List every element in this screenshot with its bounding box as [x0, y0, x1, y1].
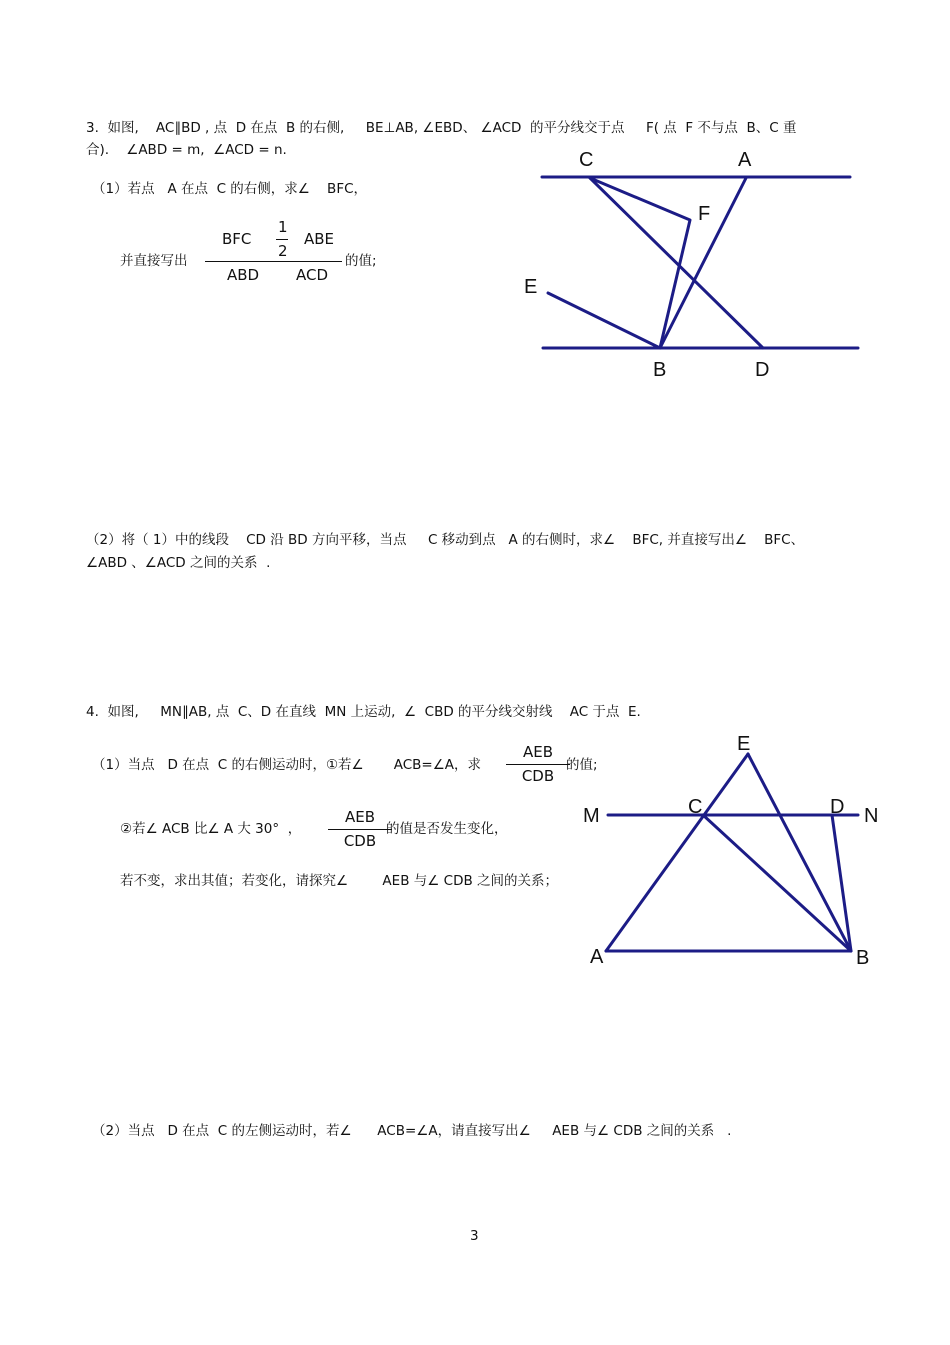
frac-top-left: BFC	[222, 230, 252, 248]
frac2-numerator: AEB	[344, 808, 376, 826]
problem3-question1-prefix: 并直接写出	[120, 253, 188, 269]
problem4-statement: 4. 如图, MN∥AB, 点 C、D 在直线 MN 上运动, ∠ CBD 的平分线交射线 AC 于点 E.	[86, 704, 641, 720]
frac1-denominator: CDB	[521, 767, 555, 785]
problem4-figure	[580, 730, 890, 970]
problem3-statement-line2: 合). ∠ABD = m, ∠ACD = n.	[86, 142, 287, 158]
frac-main-bar	[205, 261, 342, 262]
label-e: E	[737, 733, 751, 755]
problem3-fraction	[205, 218, 342, 286]
label-m: M	[583, 805, 600, 827]
segment-ae	[606, 754, 748, 951]
segment-eb	[748, 754, 851, 951]
problem4-question1-suffix: 的值;	[566, 757, 598, 773]
segment-eb	[548, 293, 660, 348]
frac-half-num: 1	[278, 218, 288, 236]
label-a: A	[738, 149, 752, 171]
problem4-fraction1	[506, 743, 570, 786]
frac2-bar	[328, 829, 392, 830]
problem4-question1c: 若不变，求出其值；若变化，请探究∠ AEB 与∠ CDB 之间的关系；	[120, 873, 559, 889]
page-number: 3	[470, 1228, 479, 1244]
problem3-question1: （1）若点 A 在点 C 的右侧，求∠ BFC，	[92, 181, 368, 197]
segment-cd	[590, 178, 763, 348]
frac-top-right: ABE	[304, 230, 335, 248]
label-d: D	[830, 796, 845, 818]
problem3-question1-suffix: 的值;	[345, 253, 377, 269]
label-a: A	[590, 946, 604, 968]
label-e: E	[524, 276, 538, 298]
label-f: F	[698, 203, 711, 225]
label-b: B	[856, 947, 870, 969]
problem3-question2-line1: （2）将（ 1）中的线段 CD 沿 BD 方向平移，当点 C 移动到点 A 的右侧时，求∠ BFC, 并直接写出∠ BFC、	[86, 532, 805, 548]
label-n: N	[864, 805, 879, 827]
problem4-question1b-suffix: 的值是否发生变化，	[386, 821, 508, 837]
problem4-question2: （2）当点 D 在点 C 的左侧运动时，若∠ ACB=∠A，请直接写出∠ AEB 与∠ CDB 之间的关系 .	[92, 1123, 732, 1139]
label-d: D	[755, 359, 770, 381]
segment-cb	[703, 815, 851, 951]
frac2-denominator: CDB	[343, 832, 377, 850]
label-c: C	[579, 149, 594, 171]
problem4-question1-prefix: （1）当点 D 在点 C 的右侧运动时，①若∠ ACB=∠A，求	[92, 757, 482, 773]
problem4-question1b-prefix: ②若∠ ACB 比∠ A 大 30° ，	[120, 821, 302, 837]
problem4-fraction2	[328, 808, 392, 851]
frac1-numerator: AEB	[522, 743, 554, 761]
problem3-statement-line1: 3. 如图, AC∥BD , 点 D 在点 B 的右侧, BE⊥AB, ∠EBD、 ∠ACD 的平分线交于点 F( 点 F 不与点 B、C 重	[86, 120, 797, 136]
frac-half-den: 2	[278, 242, 288, 260]
frac-bottom-right: ACD	[296, 266, 329, 284]
frac-bottom-left: ABD	[227, 266, 260, 284]
frac1-bar	[506, 764, 570, 765]
label-c: C	[688, 796, 703, 818]
problem3-figure	[515, 145, 865, 385]
frac-half-bar	[276, 239, 288, 240]
problem3-question2-line2: ∠ABD 、∠ACD 之间的关系 .	[86, 555, 271, 571]
label-b: B	[653, 359, 667, 381]
